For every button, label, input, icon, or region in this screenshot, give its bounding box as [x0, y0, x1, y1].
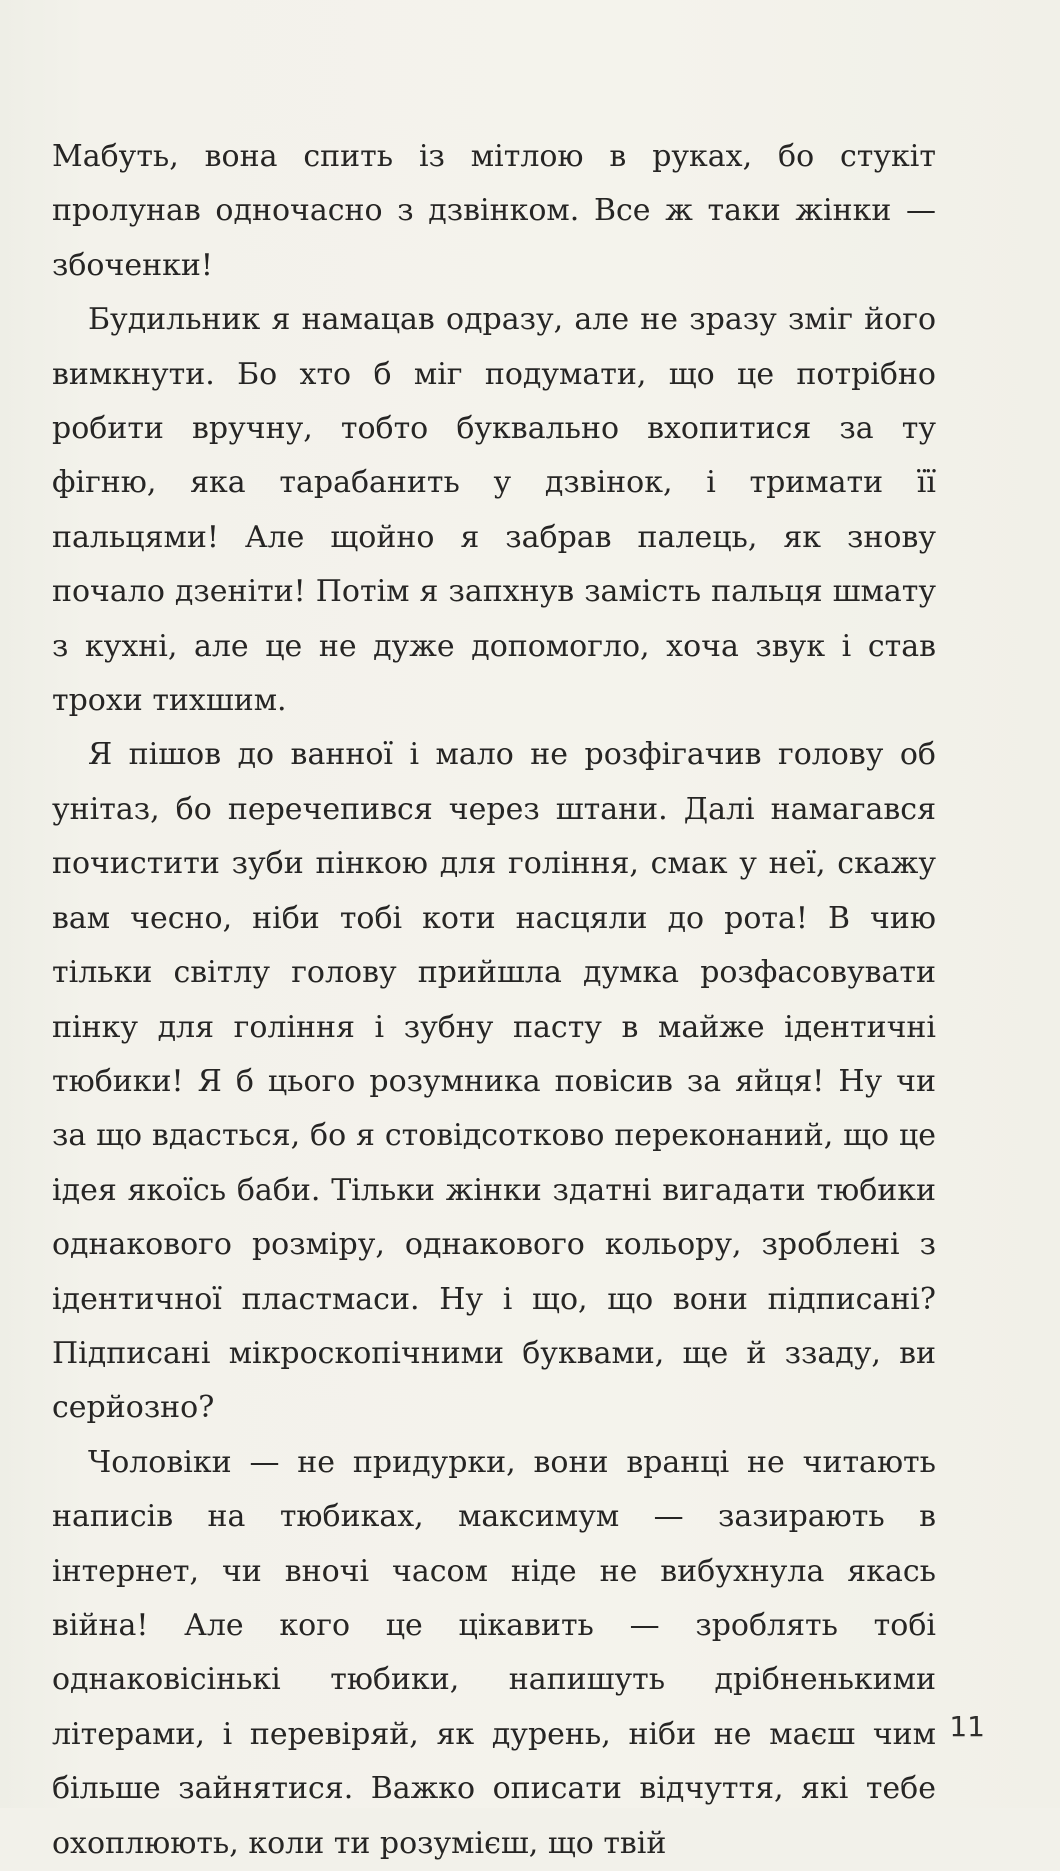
body-text [52, 130, 936, 1871]
paragraph-3: Я пішов до ванної і мало не розфігачив голову об унітаз, бо перечепився через штани. Далі намагався почистити зуби пінкою для гоління, смак у неї, скажу вам чесно, ніби тобі коти насцяли до рота! В чию тільки світлу голову прийшла думка розфасовувати пінку для гоління і зубну пасту в майже ідентичні тюбики! Я б цього розумника повісив за яйця! Ну чи за що вдасться, бо я стовідсотково переконаний, що це ідея якоїсь баби. Тільки жінки здатні вигадати тюбики однакового розміру, однакового кольору, зроблені з ідентичної пластмаси. Ну і що, що вони підписані? Підписані мікроскопічними буквами, ще й ззаду, ви серйозно? [52, 737, 936, 1426]
paragraph-4: Чоловіки — не придурки, вони вранці не читають написів на тюбиках, максимум — зазирають в інтернет, чи вночі часом ніде не вибухнула якась війна! Але кого це цікавить — зроблять тобі однаковісінькі тюбики, напишуть дрібненькими літерами, і перевіряй, як дурень, ніби не маєш чим більше зайнятися. Важко описати відчуття, які тебе охоплюють, коли ти розумієш, що твій [52, 1444, 936, 1861]
paragraph-2: Будильник я намацав одразу, але не зразу зміг його вимкнути. Бо хто б міг подумати, що це потрібно робити вручну, тобто буквально вхопитися за ту фігню, яка тарабанить у дзвінок, і тримати її пальцями! Але щойно я забрав палець, як знову почало дзеніти! Потім я запхнув замість пальця шмату з кухні, але це не дуже допомогло, хоча звук і став трохи тихшим. [52, 302, 936, 719]
page-number: 11 [949, 1710, 985, 1743]
paragraph-1: Мабуть, вона спить із мітлою в руках, бо стукіт пролунав одночасно з дзвінком. Все ж таки жінки — збоченки! [52, 139, 936, 283]
